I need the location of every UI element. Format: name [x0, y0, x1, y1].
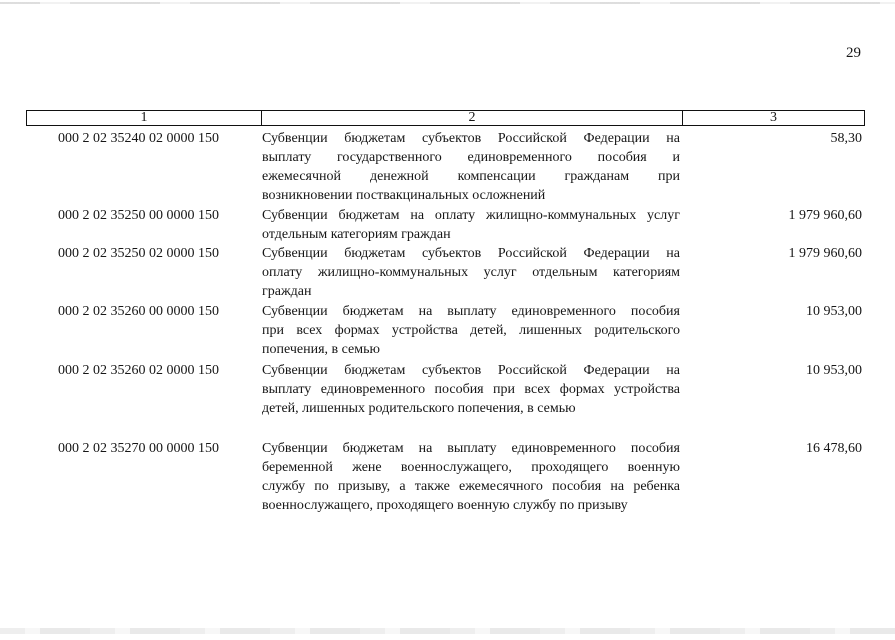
row-description — [262, 206, 680, 244]
description-line: службу по призыву, а также ежемесячного пособия на ребенка — [262, 479, 680, 494]
description-line: Субвенции бюджетам на оплату жилищно-коммунальных услуг — [262, 208, 680, 223]
scan-artifact-bottom — [0, 628, 895, 634]
row-amount: 1 979 960,60 — [788, 246, 862, 261]
description-line: ежемесячной денежной компенсации гражданам при — [262, 169, 680, 184]
description-line: при всех формах устройства детей, лишенных родительского — [262, 323, 680, 338]
row-description — [262, 244, 680, 301]
row-amount: 58,30 — [830, 131, 862, 146]
description-line: беременной жене военнослужащего, проходящего военную — [262, 460, 680, 475]
budget-code: 000 2 02 35270 00 0000 150 — [58, 441, 219, 456]
description-line: возникновении поствакцинальных осложнений — [262, 188, 546, 203]
description-line: Субвенции бюджетам на выплату единовременного пособия — [262, 304, 680, 319]
description-line: Субвенции бюджетам субъектов Российской Федерации на — [262, 246, 680, 261]
table-row — [26, 361, 865, 418]
description-line: отдельным категориям граждан — [262, 227, 451, 242]
row-amount: 1 979 960,60 — [788, 208, 862, 223]
row-amount: 10 953,00 — [806, 363, 862, 378]
header-col-1: 1 — [27, 111, 262, 125]
budget-code: 000 2 02 35260 00 0000 150 — [58, 304, 219, 319]
description-line: военнослужащего, проходящего военную службу по призыву — [262, 498, 628, 513]
header-col-2: 2 — [262, 111, 683, 125]
row-description — [262, 361, 680, 418]
row-description — [262, 302, 680, 359]
description-line: детей, лишенных родительского попечения, в семью — [262, 401, 576, 416]
description-line: попечения, в семью — [262, 342, 380, 357]
row-description — [262, 439, 680, 515]
budget-code: 000 2 02 35250 00 0000 150 — [58, 208, 219, 223]
description-line: Субвенции бюджетам субъектов Российской Федерации на — [262, 131, 680, 146]
table-row — [26, 206, 865, 244]
table-header — [26, 110, 865, 126]
table-row — [26, 129, 865, 205]
table-row — [26, 244, 865, 301]
page-number: 29 — [846, 45, 861, 61]
budget-code: 000 2 02 35250 02 0000 150 — [58, 246, 219, 261]
row-amount: 10 953,00 — [806, 304, 862, 319]
description-line: выплату государственного единовременного пособия и — [262, 150, 680, 165]
budget-code: 000 2 02 35260 02 0000 150 — [58, 363, 219, 378]
header-col-3: 3 — [770, 110, 777, 125]
description-line: выплату единовременного пособия при всех формах устройства — [262, 382, 680, 397]
description-line: оплату жилищно-коммунальных услуг отдельным категориям — [262, 265, 680, 280]
budget-code: 000 2 02 35240 02 0000 150 — [58, 131, 219, 146]
description-line: Субвенции бюджетам на выплату единовременного пособия — [262, 441, 680, 456]
row-description — [262, 129, 680, 205]
description-line: Субвенции бюджетам субъектов Российской Федерации на — [262, 363, 680, 378]
table-row — [26, 439, 865, 515]
description-line: граждан — [262, 284, 312, 299]
row-amount: 16 478,60 — [806, 441, 862, 456]
scan-artifact-top — [0, 2, 895, 4]
table-row — [26, 302, 865, 359]
